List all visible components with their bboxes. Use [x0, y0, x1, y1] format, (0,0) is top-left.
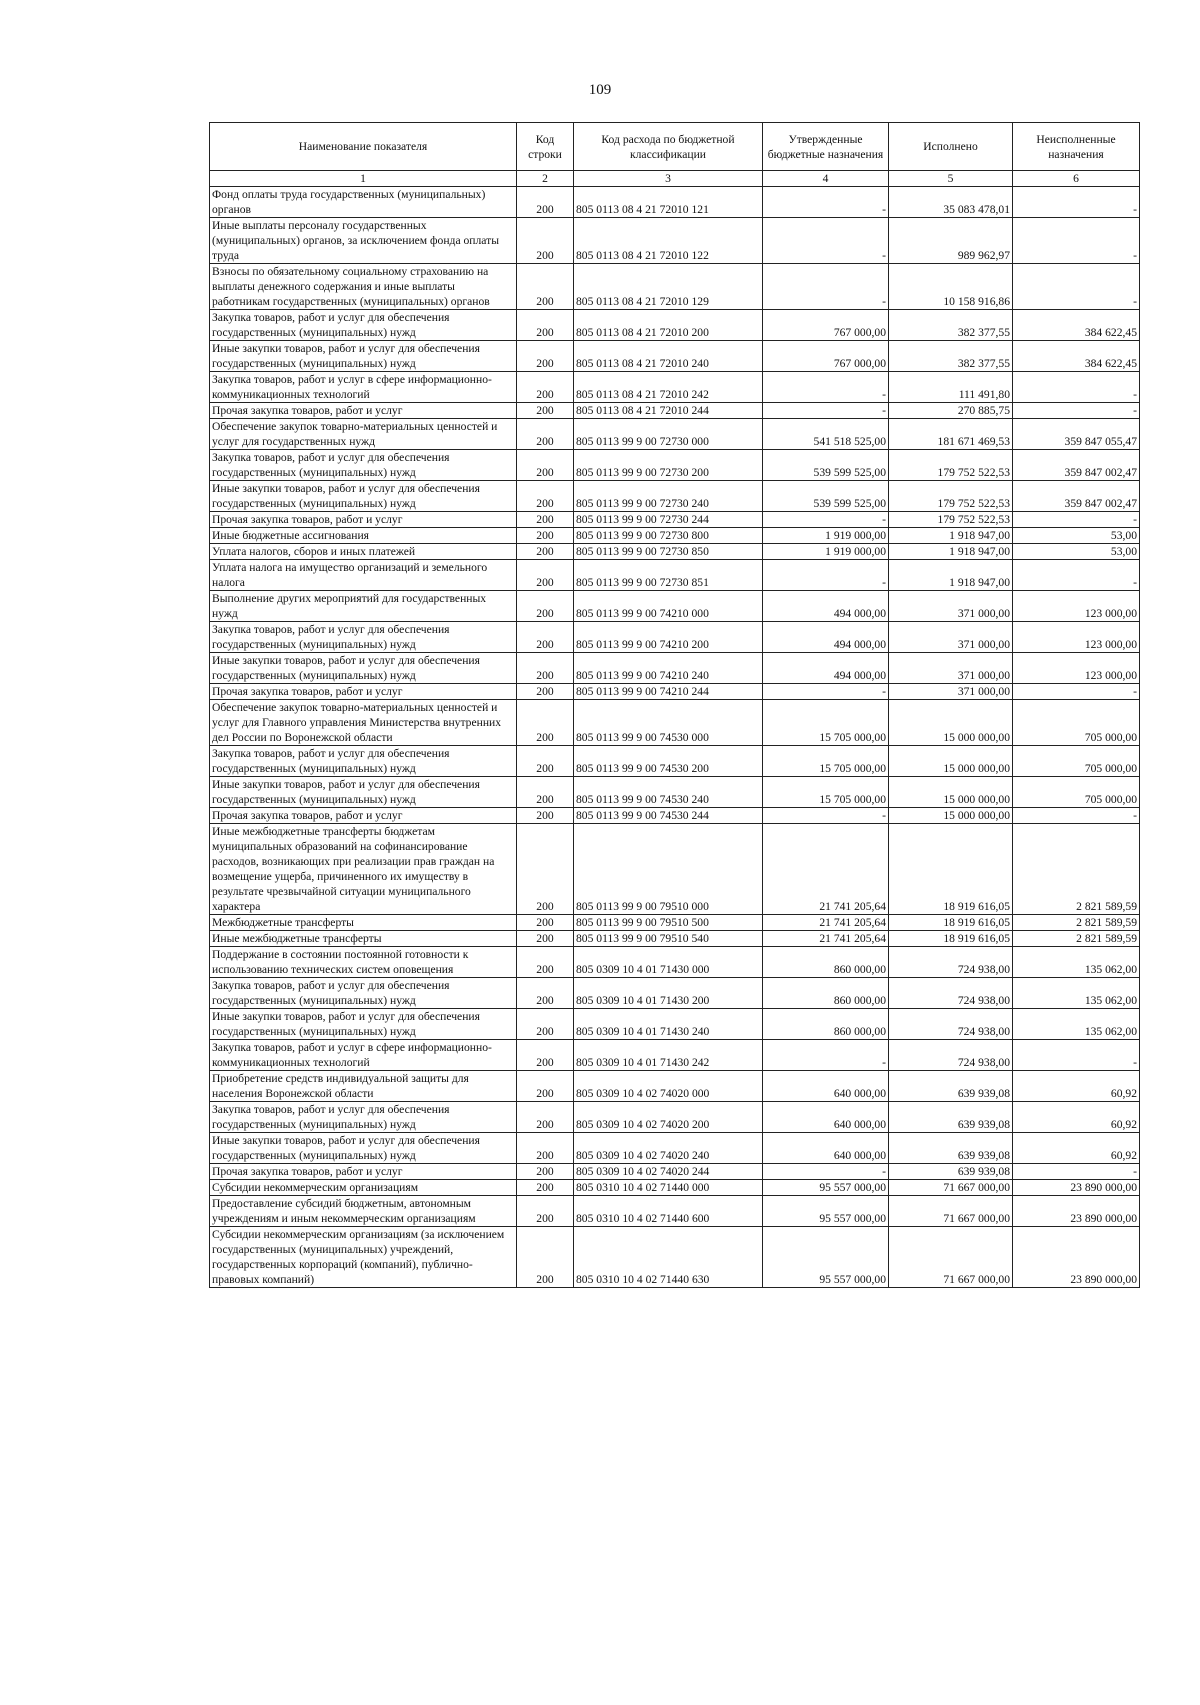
- line-code-cell: 200: [517, 1164, 574, 1180]
- header-indicator-name: Наименование показателя: [210, 123, 517, 171]
- executed-amount-cell: 10 158 916,86: [889, 264, 1013, 310]
- approved-amount-cell: -: [763, 264, 889, 310]
- executed-amount-cell: 1 918 947,00: [889, 528, 1013, 544]
- approved-amount-cell: 539 599 525,00: [763, 481, 889, 512]
- indicator-name-cell: Иные бюджетные ассигнования: [210, 528, 517, 544]
- indicator-name-cell: Обеспечение закупок товарно-материальных ценностей и услуг для Главного управления Министерства внутренних дел России по Воронежской области: [210, 700, 517, 746]
- table-row: [210, 1196, 1140, 1227]
- budget-class-code-cell: 805 0113 99 9 00 74530 200: [574, 746, 763, 777]
- executed-amount-cell: 71 667 000,00: [889, 1180, 1013, 1196]
- executed-amount-cell: 111 491,80: [889, 372, 1013, 403]
- line-code-cell: 200: [517, 1133, 574, 1164]
- unexecuted-amount-cell: 123 000,00: [1013, 622, 1140, 653]
- table-row: [210, 1009, 1140, 1040]
- indicator-name-cell: Субсидии некоммерческим организациям (за исключением государственных (муниципальных) учреждений, государственных корпораций (компаний), публично-правовых компаний): [210, 1227, 517, 1288]
- budget-class-code-cell: 805 0113 99 9 00 72730 800: [574, 528, 763, 544]
- indicator-name-cell: Предоставление субсидий бюджетным, автономным учреждениям и иным некоммерческим организациям: [210, 1196, 517, 1227]
- executed-amount-cell: 35 083 478,01: [889, 187, 1013, 218]
- column-number: 6: [1013, 171, 1140, 187]
- approved-amount-cell: 640 000,00: [763, 1133, 889, 1164]
- unexecuted-amount-cell: 2 821 589,59: [1013, 915, 1140, 931]
- line-code-cell: 200: [517, 1102, 574, 1133]
- unexecuted-amount-cell: -: [1013, 512, 1140, 528]
- executed-amount-cell: 179 752 522,53: [889, 450, 1013, 481]
- executed-amount-cell: 1 918 947,00: [889, 544, 1013, 560]
- indicator-name-cell: Закупка товаров, работ и услуг для обеспечения государственных (муниципальных) нужд: [210, 746, 517, 777]
- budget-class-code-cell: 805 0113 99 9 00 72730 240: [574, 481, 763, 512]
- approved-amount-cell: 21 741 205,64: [763, 824, 889, 915]
- line-code-cell: 200: [517, 777, 574, 808]
- indicator-name-cell: Прочая закупка товаров, работ и услуг: [210, 808, 517, 824]
- line-code-cell: 200: [517, 653, 574, 684]
- table-row: [210, 1180, 1140, 1196]
- approved-amount-cell: -: [763, 1164, 889, 1180]
- budget-class-code-cell: 805 0113 08 4 21 72010 121: [574, 187, 763, 218]
- approved-amount-cell: 21 741 205,64: [763, 931, 889, 947]
- unexecuted-amount-cell: 2 821 589,59: [1013, 824, 1140, 915]
- line-code-cell: 200: [517, 1180, 574, 1196]
- line-code-cell: 200: [517, 1227, 574, 1288]
- page-number: 109: [588, 82, 612, 98]
- budget-class-code-cell: 805 0310 10 4 02 71440 630: [574, 1227, 763, 1288]
- header-line-code: Код строки: [517, 123, 574, 171]
- budget-class-code-cell: 805 0309 10 4 02 74020 200: [574, 1102, 763, 1133]
- line-code-cell: 200: [517, 481, 574, 512]
- indicator-name-cell: Прочая закупка товаров, работ и услуг: [210, 403, 517, 419]
- table-row: [210, 264, 1140, 310]
- line-code-cell: 200: [517, 310, 574, 341]
- budget-class-code-cell: 805 0309 10 4 02 74020 000: [574, 1071, 763, 1102]
- budget-class-code-cell: 805 0113 99 9 00 72730 851: [574, 560, 763, 591]
- line-code-cell: 200: [517, 403, 574, 419]
- budget-class-code-cell: 805 0113 99 9 00 74210 000: [574, 591, 763, 622]
- indicator-name-cell: Закупка товаров, работ и услуг в сфере информационно-коммуникационных технологий: [210, 372, 517, 403]
- unexecuted-amount-cell: 60,92: [1013, 1133, 1140, 1164]
- approved-amount-cell: 494 000,00: [763, 622, 889, 653]
- approved-amount-cell: 860 000,00: [763, 1009, 889, 1040]
- unexecuted-amount-cell: 2 821 589,59: [1013, 931, 1140, 947]
- indicator-name-cell: Иные закупки товаров, работ и услуг для обеспечения государственных (муниципальных) нужд: [210, 777, 517, 808]
- executed-amount-cell: 270 885,75: [889, 403, 1013, 419]
- budget-class-code-cell: 805 0309 10 4 01 71430 000: [574, 947, 763, 978]
- indicator-name-cell: Выполнение других мероприятий для государственных нужд: [210, 591, 517, 622]
- unexecuted-amount-cell: -: [1013, 372, 1140, 403]
- unexecuted-amount-cell: 705 000,00: [1013, 777, 1140, 808]
- line-code-cell: 200: [517, 591, 574, 622]
- budget-class-code-cell: 805 0309 10 4 02 74020 240: [574, 1133, 763, 1164]
- executed-amount-cell: 181 671 469,53: [889, 419, 1013, 450]
- budget-class-code-cell: 805 0113 99 9 00 74530 244: [574, 808, 763, 824]
- approved-amount-cell: 541 518 525,00: [763, 419, 889, 450]
- unexecuted-amount-cell: 23 890 000,00: [1013, 1227, 1140, 1288]
- budget-class-code-cell: 805 0309 10 4 02 74020 244: [574, 1164, 763, 1180]
- budget-class-code-cell: 805 0113 99 9 00 72730 000: [574, 419, 763, 450]
- line-code-cell: 200: [517, 931, 574, 947]
- table-row: [210, 1164, 1140, 1180]
- line-code-cell: 200: [517, 560, 574, 591]
- executed-amount-cell: 371 000,00: [889, 653, 1013, 684]
- executed-amount-cell: 1 918 947,00: [889, 560, 1013, 591]
- line-code-cell: 200: [517, 187, 574, 218]
- unexecuted-amount-cell: -: [1013, 1040, 1140, 1071]
- budget-class-code-cell: 805 0113 99 9 00 79510 500: [574, 915, 763, 931]
- indicator-name-cell: Прочая закупка товаров, работ и услуг: [210, 1164, 517, 1180]
- budget-class-code-cell: 805 0113 99 9 00 74530 000: [574, 700, 763, 746]
- indicator-name-cell: Иные межбюджетные трансферты: [210, 931, 517, 947]
- unexecuted-amount-cell: -: [1013, 808, 1140, 824]
- budget-class-code-cell: 805 0309 10 4 01 71430 242: [574, 1040, 763, 1071]
- table-row: [210, 1040, 1140, 1071]
- line-code-cell: 200: [517, 622, 574, 653]
- indicator-name-cell: Закупка товаров, работ и услуг для обеспечения государственных (муниципальных) нужд: [210, 622, 517, 653]
- approved-amount-cell: -: [763, 218, 889, 264]
- executed-amount-cell: 179 752 522,53: [889, 481, 1013, 512]
- header-budget-class-code: Код расхода по бюджетной классификации: [574, 123, 763, 171]
- approved-amount-cell: -: [763, 560, 889, 591]
- table-row: [210, 746, 1140, 777]
- approved-amount-cell: 21 741 205,64: [763, 915, 889, 931]
- unexecuted-amount-cell: -: [1013, 264, 1140, 310]
- line-code-cell: 200: [517, 419, 574, 450]
- table-row: [210, 978, 1140, 1009]
- line-code-cell: 200: [517, 450, 574, 481]
- indicator-name-cell: Иные закупки товаров, работ и услуг для обеспечения государственных (муниципальных) нужд: [210, 1009, 517, 1040]
- unexecuted-amount-cell: 359 847 002,47: [1013, 450, 1140, 481]
- executed-amount-cell: 639 939,08: [889, 1071, 1013, 1102]
- unexecuted-amount-cell: 135 062,00: [1013, 947, 1140, 978]
- table-row: [210, 512, 1140, 528]
- approved-amount-cell: 494 000,00: [763, 653, 889, 684]
- indicator-name-cell: Закупка товаров, работ и услуг для обеспечения государственных (муниципальных) нужд: [210, 978, 517, 1009]
- unexecuted-amount-cell: 705 000,00: [1013, 700, 1140, 746]
- approved-amount-cell: 15 705 000,00: [763, 777, 889, 808]
- table-row: [210, 1227, 1140, 1288]
- column-number-row: [210, 171, 1140, 187]
- line-code-cell: 200: [517, 915, 574, 931]
- line-code-cell: 200: [517, 528, 574, 544]
- budget-class-code-cell: 805 0309 10 4 01 71430 240: [574, 1009, 763, 1040]
- budget-execution-table: [209, 122, 1140, 1288]
- approved-amount-cell: -: [763, 684, 889, 700]
- unexecuted-amount-cell: 135 062,00: [1013, 978, 1140, 1009]
- unexecuted-amount-cell: 135 062,00: [1013, 1009, 1140, 1040]
- unexecuted-amount-cell: 23 890 000,00: [1013, 1180, 1140, 1196]
- executed-amount-cell: 18 919 616,05: [889, 824, 1013, 915]
- executed-amount-cell: 371 000,00: [889, 591, 1013, 622]
- budget-class-code-cell: 805 0310 10 4 02 71440 000: [574, 1180, 763, 1196]
- line-code-cell: 200: [517, 372, 574, 403]
- indicator-name-cell: Закупка товаров, работ и услуг для обеспечения государственных (муниципальных) нужд: [210, 450, 517, 481]
- executed-amount-cell: 15 000 000,00: [889, 746, 1013, 777]
- line-code-cell: 200: [517, 1071, 574, 1102]
- approved-amount-cell: 95 557 000,00: [763, 1196, 889, 1227]
- table-row: [210, 450, 1140, 481]
- table-row: [210, 481, 1140, 512]
- line-code-cell: 200: [517, 824, 574, 915]
- indicator-name-cell: Иные закупки товаров, работ и услуг для обеспечения государственных (муниципальных) нужд: [210, 481, 517, 512]
- approved-amount-cell: -: [763, 187, 889, 218]
- unexecuted-amount-cell: 60,92: [1013, 1071, 1140, 1102]
- table-row: [210, 591, 1140, 622]
- line-code-cell: 200: [517, 684, 574, 700]
- budget-class-code-cell: 805 0113 08 4 21 72010 242: [574, 372, 763, 403]
- table-row: [210, 218, 1140, 264]
- line-code-cell: 200: [517, 341, 574, 372]
- budget-class-code-cell: 805 0113 08 4 21 72010 240: [574, 341, 763, 372]
- indicator-name-cell: Субсидии некоммерческим организациям: [210, 1180, 517, 1196]
- line-code-cell: 200: [517, 746, 574, 777]
- table-row: [210, 1133, 1140, 1164]
- approved-amount-cell: 640 000,00: [763, 1071, 889, 1102]
- indicator-name-cell: Фонд оплаты труда государственных (муниципальных) органов: [210, 187, 517, 218]
- table-row: [210, 684, 1140, 700]
- table-row: [210, 372, 1140, 403]
- executed-amount-cell: 724 938,00: [889, 1009, 1013, 1040]
- table-row: [210, 931, 1140, 947]
- executed-amount-cell: 382 377,55: [889, 310, 1013, 341]
- indicator-name-cell: Межбюджетные трансферты: [210, 915, 517, 931]
- approved-amount-cell: -: [763, 372, 889, 403]
- line-code-cell: 200: [517, 808, 574, 824]
- line-code-cell: 200: [517, 1040, 574, 1071]
- line-code-cell: 200: [517, 1009, 574, 1040]
- approved-amount-cell: 1 919 000,00: [763, 544, 889, 560]
- approved-amount-cell: 95 557 000,00: [763, 1180, 889, 1196]
- approved-amount-cell: 1 919 000,00: [763, 528, 889, 544]
- column-number: 1: [210, 171, 517, 187]
- budget-class-code-cell: 805 0113 08 4 21 72010 244: [574, 403, 763, 419]
- table-row: [210, 653, 1140, 684]
- executed-amount-cell: 18 919 616,05: [889, 931, 1013, 947]
- budget-class-code-cell: 805 0113 99 9 00 72730 850: [574, 544, 763, 560]
- indicator-name-cell: Прочая закупка товаров, работ и услуг: [210, 512, 517, 528]
- executed-amount-cell: 639 939,08: [889, 1133, 1013, 1164]
- approved-amount-cell: -: [763, 808, 889, 824]
- executed-amount-cell: 382 377,55: [889, 341, 1013, 372]
- approved-amount-cell: 15 705 000,00: [763, 746, 889, 777]
- indicator-name-cell: Поддержание в состоянии постоянной готовности к использованию технических систем оповещения: [210, 947, 517, 978]
- executed-amount-cell: 179 752 522,53: [889, 512, 1013, 528]
- table-header-row: [210, 123, 1140, 171]
- executed-amount-cell: 371 000,00: [889, 622, 1013, 653]
- executed-amount-cell: 15 000 000,00: [889, 808, 1013, 824]
- executed-amount-cell: 371 000,00: [889, 684, 1013, 700]
- line-code-cell: 200: [517, 1196, 574, 1227]
- executed-amount-cell: 15 000 000,00: [889, 700, 1013, 746]
- header-executed: Исполнено: [889, 123, 1013, 171]
- budget-class-code-cell: 805 0113 99 9 00 74210 200: [574, 622, 763, 653]
- unexecuted-amount-cell: 359 847 002,47: [1013, 481, 1140, 512]
- table-row: [210, 824, 1140, 915]
- budget-class-code-cell: 805 0113 99 9 00 79510 540: [574, 931, 763, 947]
- indicator-name-cell: Иные выплаты персоналу государственных (муниципальных) органов, за исключением фонда оплаты труда: [210, 218, 517, 264]
- table-row: [210, 560, 1140, 591]
- budget-class-code-cell: 805 0113 99 9 00 72730 200: [574, 450, 763, 481]
- table-row: [210, 187, 1140, 218]
- table-row: [210, 419, 1140, 450]
- indicator-name-cell: Закупка товаров, работ и услуг для обеспечения государственных (муниципальных) нужд: [210, 310, 517, 341]
- approved-amount-cell: -: [763, 403, 889, 419]
- budget-class-code-cell: 805 0309 10 4 01 71430 200: [574, 978, 763, 1009]
- table-row: [210, 403, 1140, 419]
- executed-amount-cell: 989 962,97: [889, 218, 1013, 264]
- line-code-cell: 200: [517, 947, 574, 978]
- line-code-cell: 200: [517, 544, 574, 560]
- indicator-name-cell: Закупка товаров, работ и услуг в сфере информационно-коммуникационных технологий: [210, 1040, 517, 1071]
- approved-amount-cell: 95 557 000,00: [763, 1227, 889, 1288]
- indicator-name-cell: Взносы по обязательному социальному страхованию на выплаты денежного содержания и иные выплаты работникам государственных (муниципальных) органов: [210, 264, 517, 310]
- approved-amount-cell: 15 705 000,00: [763, 700, 889, 746]
- table-row: [210, 310, 1140, 341]
- indicator-name-cell: Иные закупки товаров, работ и услуг для обеспечения государственных (муниципальных) нужд: [210, 653, 517, 684]
- unexecuted-amount-cell: -: [1013, 1164, 1140, 1180]
- indicator-name-cell: Уплата налога на имущество организаций и земельного налога: [210, 560, 517, 591]
- executed-amount-cell: 639 939,08: [889, 1164, 1013, 1180]
- executed-amount-cell: 18 919 616,05: [889, 915, 1013, 931]
- table-row: [210, 947, 1140, 978]
- indicator-name-cell: Уплата налогов, сборов и иных платежей: [210, 544, 517, 560]
- indicator-name-cell: Прочая закупка товаров, работ и услуг: [210, 684, 517, 700]
- indicator-name-cell: Приобретение средств индивидуальной защиты для населения Воронежской области: [210, 1071, 517, 1102]
- executed-amount-cell: 71 667 000,00: [889, 1227, 1013, 1288]
- approved-amount-cell: 494 000,00: [763, 591, 889, 622]
- indicator-name-cell: Иные межбюджетные трансферты бюджетам муниципальных образований на софинансирование расходов, возникающих при реализации прав граждан на возмещение ущерба, причиненного их имуществу в результате чрезвычайной ситуации муниципального характера: [210, 824, 517, 915]
- approved-amount-cell: 860 000,00: [763, 978, 889, 1009]
- line-code-cell: 200: [517, 700, 574, 746]
- table-row: [210, 544, 1140, 560]
- unexecuted-amount-cell: 384 622,45: [1013, 341, 1140, 372]
- line-code-cell: 200: [517, 218, 574, 264]
- budget-class-code-cell: 805 0310 10 4 02 71440 600: [574, 1196, 763, 1227]
- indicator-name-cell: Иные закупки товаров, работ и услуг для обеспечения государственных (муниципальных) нужд: [210, 1133, 517, 1164]
- unexecuted-amount-cell: 705 000,00: [1013, 746, 1140, 777]
- unexecuted-amount-cell: 53,00: [1013, 544, 1140, 560]
- line-code-cell: 200: [517, 512, 574, 528]
- table-row: [210, 341, 1140, 372]
- budget-class-code-cell: 805 0113 99 9 00 74210 240: [574, 653, 763, 684]
- executed-amount-cell: 639 939,08: [889, 1102, 1013, 1133]
- budget-class-code-cell: 805 0113 08 4 21 72010 200: [574, 310, 763, 341]
- executed-amount-cell: 15 000 000,00: [889, 777, 1013, 808]
- table-row: [210, 700, 1140, 746]
- approved-amount-cell: -: [763, 1040, 889, 1071]
- table-row: [210, 528, 1140, 544]
- unexecuted-amount-cell: 53,00: [1013, 528, 1140, 544]
- unexecuted-amount-cell: -: [1013, 218, 1140, 264]
- budget-class-code-cell: 805 0113 99 9 00 72730 244: [574, 512, 763, 528]
- line-code-cell: 200: [517, 978, 574, 1009]
- table-row: [210, 777, 1140, 808]
- executed-amount-cell: 71 667 000,00: [889, 1196, 1013, 1227]
- executed-amount-cell: 724 938,00: [889, 947, 1013, 978]
- table-row: [210, 915, 1140, 931]
- budget-class-code-cell: 805 0113 99 9 00 74530 240: [574, 777, 763, 808]
- table-row: [210, 622, 1140, 653]
- header-approved: Утвержденные бюджетные назначения: [763, 123, 889, 171]
- approved-amount-cell: 767 000,00: [763, 341, 889, 372]
- budget-class-code-cell: 805 0113 99 9 00 79510 000: [574, 824, 763, 915]
- table-row: [210, 1102, 1140, 1133]
- unexecuted-amount-cell: 123 000,00: [1013, 591, 1140, 622]
- unexecuted-amount-cell: 359 847 055,47: [1013, 419, 1140, 450]
- unexecuted-amount-cell: -: [1013, 403, 1140, 419]
- unexecuted-amount-cell: 23 890 000,00: [1013, 1196, 1140, 1227]
- approved-amount-cell: 539 599 525,00: [763, 450, 889, 481]
- header-unexecuted: Неисполненные назначения: [1013, 123, 1140, 171]
- unexecuted-amount-cell: -: [1013, 187, 1140, 218]
- column-number: 3: [574, 171, 763, 187]
- executed-amount-cell: 724 938,00: [889, 978, 1013, 1009]
- approved-amount-cell: 640 000,00: [763, 1102, 889, 1133]
- approved-amount-cell: -: [763, 512, 889, 528]
- table-row: [210, 808, 1140, 824]
- line-code-cell: 200: [517, 264, 574, 310]
- budget-class-code-cell: 805 0113 08 4 21 72010 129: [574, 264, 763, 310]
- column-number: 5: [889, 171, 1013, 187]
- budget-class-code-cell: 805 0113 99 9 00 74210 244: [574, 684, 763, 700]
- unexecuted-amount-cell: 60,92: [1013, 1102, 1140, 1133]
- unexecuted-amount-cell: 384 622,45: [1013, 310, 1140, 341]
- indicator-name-cell: Обеспечение закупок товарно-материальных ценностей и услуг для государственных нужд: [210, 419, 517, 450]
- budget-class-code-cell: 805 0113 08 4 21 72010 122: [574, 218, 763, 264]
- unexecuted-amount-cell: -: [1013, 560, 1140, 591]
- column-number: 4: [763, 171, 889, 187]
- approved-amount-cell: 860 000,00: [763, 947, 889, 978]
- table-row: [210, 1071, 1140, 1102]
- unexecuted-amount-cell: -: [1013, 684, 1140, 700]
- unexecuted-amount-cell: 123 000,00: [1013, 653, 1140, 684]
- column-number: 2: [517, 171, 574, 187]
- executed-amount-cell: 724 938,00: [889, 1040, 1013, 1071]
- indicator-name-cell: Закупка товаров, работ и услуг для обеспечения государственных (муниципальных) нужд: [210, 1102, 517, 1133]
- indicator-name-cell: Иные закупки товаров, работ и услуг для обеспечения государственных (муниципальных) нужд: [210, 341, 517, 372]
- approved-amount-cell: 767 000,00: [763, 310, 889, 341]
